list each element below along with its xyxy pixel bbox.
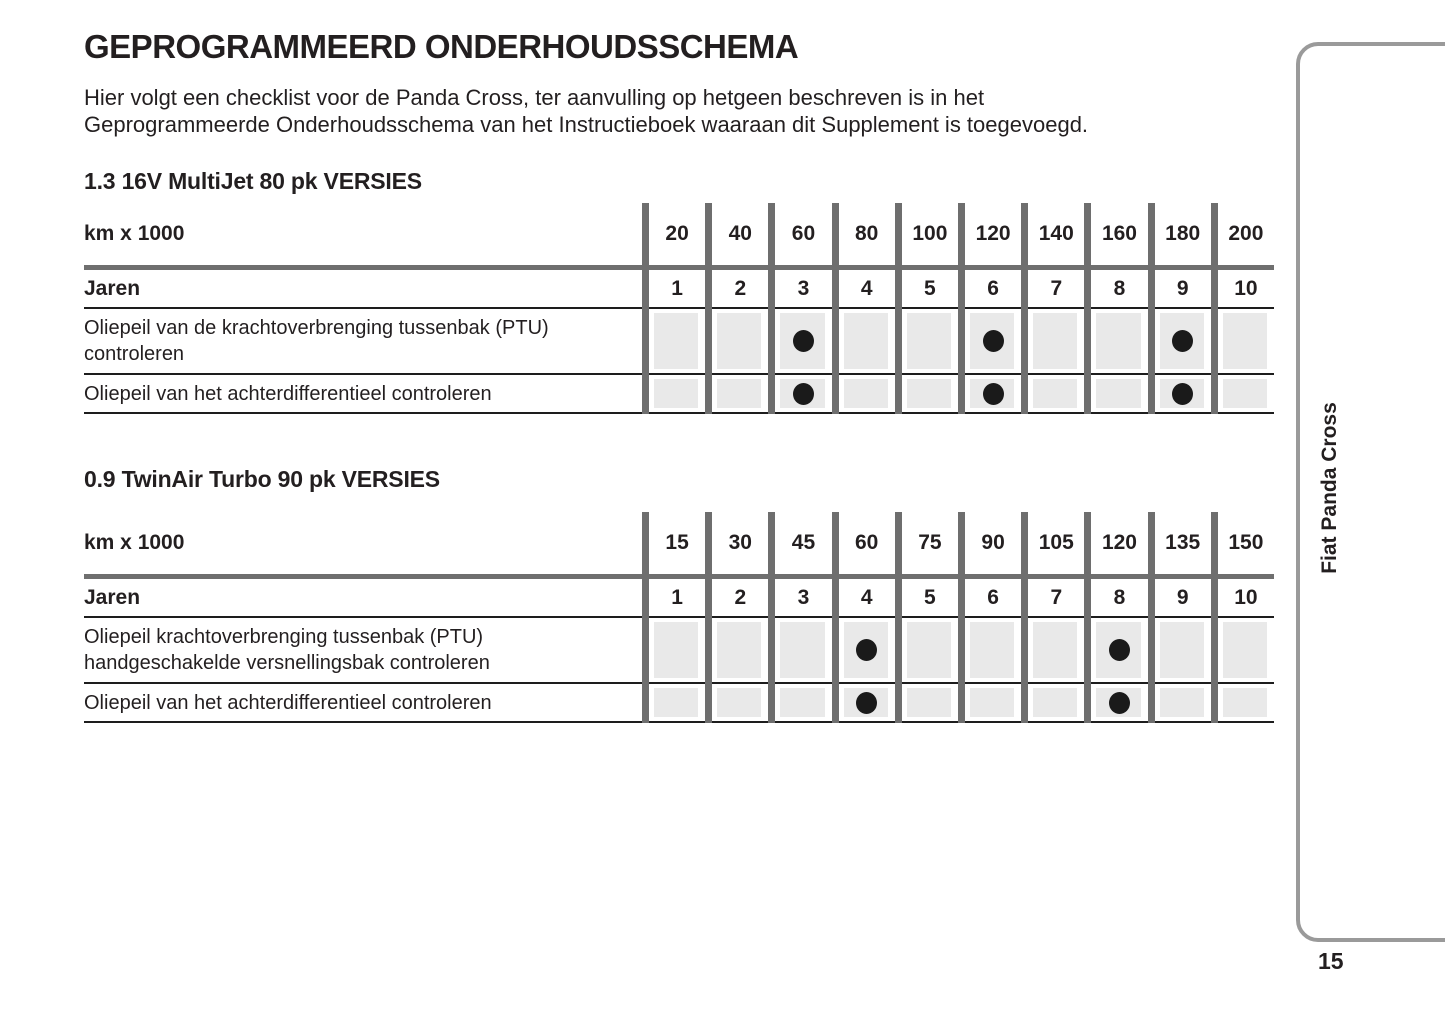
km-value: 80 <box>855 222 879 245</box>
cell-background <box>1096 379 1140 408</box>
maintenance-dot <box>856 692 877 714</box>
row-label <box>84 618 636 682</box>
column-bar <box>1021 203 1028 414</box>
km-value: 40 <box>728 222 752 245</box>
cell-background <box>654 622 698 678</box>
cell-background <box>717 622 761 678</box>
table-divider-thin <box>84 307 1274 309</box>
row-label-line: controleren <box>84 343 185 365</box>
intro-line-2: Geprogrammeerde Onderhoudsschema van het Instructieboek waaraan dit Supplement is toegevoegd. <box>84 112 1089 137</box>
cell-background <box>1033 313 1077 369</box>
maintenance-table-twinair <box>84 512 1274 723</box>
cell-background <box>1223 313 1267 369</box>
cell-background <box>970 622 1014 678</box>
row-label-line: Oliepeil van het achterdifferentieel controleren <box>84 691 492 714</box>
year-value: 10 <box>1234 586 1258 609</box>
km-value: 90 <box>981 531 1005 554</box>
cell-background <box>654 313 698 369</box>
cell-background <box>907 379 951 408</box>
page-number: 15 <box>1318 948 1344 974</box>
km-value: 30 <box>728 531 752 554</box>
year-value: 6 <box>987 586 999 609</box>
cell-background <box>1160 688 1204 717</box>
year-value: 1 <box>671 586 683 609</box>
maintenance-dot <box>983 330 1004 352</box>
table-divider-thin <box>84 616 1274 618</box>
column-bar <box>1084 512 1091 723</box>
column-bar <box>642 512 649 723</box>
column-bar <box>642 203 649 414</box>
km-value: 15 <box>665 531 689 554</box>
table-divider-thin <box>84 682 1274 684</box>
cell-background <box>907 622 951 678</box>
year-value: 2 <box>734 586 747 609</box>
km-value: 160 <box>1101 222 1137 245</box>
intro-line-1: Hier volgt een checklist voor de Panda Cross, ter aanvulling op hetgeen beschreven is in het <box>84 85 985 110</box>
cell-background <box>844 379 888 408</box>
row-label-line: Oliepeil van de krachtoverbrenging tussenbak (PTU) <box>84 317 549 339</box>
row-label <box>84 309 636 373</box>
km-axis-label: km x 1000 <box>84 531 185 554</box>
cell-background <box>907 688 951 717</box>
row-label-line: handgeschakelde versnellingsbak controleren <box>84 652 490 674</box>
km-value: 100 <box>912 222 948 245</box>
cell-background <box>1223 688 1267 717</box>
cell-background <box>1033 379 1077 408</box>
year-value: 10 <box>1234 277 1258 300</box>
year-value: 4 <box>860 277 873 300</box>
cell-background <box>844 313 888 369</box>
sidebar-model-label: Fiat Panda Cross <box>1318 402 1341 574</box>
km-value: 135 <box>1165 531 1201 554</box>
km-value: 140 <box>1038 222 1074 245</box>
cell-background <box>1160 622 1204 678</box>
km-value: 20 <box>665 222 689 245</box>
column-bar <box>832 512 839 723</box>
maintenance-dot <box>1109 639 1130 661</box>
year-value: 4 <box>860 586 873 609</box>
column-bar <box>1148 203 1155 414</box>
year-value: 9 <box>1176 277 1189 300</box>
maintenance-dot <box>983 383 1004 405</box>
km-value: 180 <box>1165 222 1201 245</box>
column-bar <box>895 512 902 723</box>
km-value: 105 <box>1038 531 1074 554</box>
maintenance-dot <box>793 383 814 405</box>
column-bar <box>705 203 712 414</box>
cell-background <box>907 313 951 369</box>
year-value: 6 <box>987 277 999 300</box>
cell-background <box>717 313 761 369</box>
column-bar <box>895 203 902 414</box>
cell-background <box>1096 313 1140 369</box>
column-bar <box>958 203 965 414</box>
cell-background <box>1033 688 1077 717</box>
year-value: 9 <box>1176 586 1189 609</box>
km-value: 150 <box>1228 531 1264 554</box>
year-value: 7 <box>1050 277 1063 300</box>
maintenance-dot <box>793 330 814 352</box>
cell-background <box>1033 622 1077 678</box>
year-value: 1 <box>671 277 683 300</box>
column-bar <box>1211 203 1218 414</box>
cell-background <box>654 688 698 717</box>
cell-background <box>1223 379 1267 408</box>
column-bar <box>768 203 775 414</box>
year-value: 8 <box>1113 586 1126 609</box>
year-value: 5 <box>924 277 936 300</box>
km-value: 120 <box>975 222 1011 245</box>
column-bar <box>705 512 712 723</box>
year-value: 3 <box>797 586 810 609</box>
column-bar <box>958 512 965 723</box>
cell-background <box>780 688 824 717</box>
page-title: GEPROGRAMMEERD ONDERHOUDSSCHEMA <box>84 28 799 65</box>
cell-background <box>717 379 761 408</box>
column-bar <box>1148 512 1155 723</box>
km-value: 60 <box>855 531 879 554</box>
row-label <box>84 375 636 412</box>
km-value: 60 <box>791 222 816 245</box>
cell-background <box>970 688 1014 717</box>
km-value: 45 <box>791 531 816 554</box>
column-bar <box>1211 512 1218 723</box>
year-value: 7 <box>1050 586 1063 609</box>
year-value: 5 <box>924 586 936 609</box>
row-label-line: Oliepeil krachtoverbrenging tussenbak (PTU) <box>84 626 484 648</box>
km-value: 120 <box>1101 531 1137 554</box>
table-divider-thick <box>84 574 1274 579</box>
cell-background <box>780 622 824 678</box>
years-axis-label: Jaren <box>84 586 141 609</box>
column-bar <box>768 512 775 723</box>
km-value: 75 <box>918 531 942 554</box>
cell-background <box>1223 622 1267 678</box>
year-value: 8 <box>1113 277 1126 300</box>
cell-background <box>654 379 698 408</box>
maintenance-dot <box>1172 383 1193 405</box>
table-divider-thin <box>84 373 1274 375</box>
row-label <box>84 684 636 721</box>
table-divider-thin <box>84 412 1274 414</box>
section-title-twinair: 0.9 TwinAir Turbo 90 pk VERSIES <box>84 466 440 492</box>
column-bar <box>1084 203 1091 414</box>
year-value: 3 <box>797 277 810 300</box>
section-title-multijet: 1.3 16V MultiJet 80 pk VERSIES <box>84 168 422 194</box>
row-label-line: Oliepeil van het achterdifferentieel controleren <box>84 382 492 405</box>
column-bar <box>1021 512 1028 723</box>
year-value: 2 <box>734 277 747 300</box>
intro-paragraph <box>84 84 1224 138</box>
maintenance-table-multijet <box>84 203 1274 414</box>
table-divider-thick <box>84 265 1274 270</box>
cell-background <box>717 688 761 717</box>
km-axis-label: km x 1000 <box>84 222 185 245</box>
years-axis-label: Jaren <box>84 277 141 300</box>
table-divider-thin <box>84 721 1274 723</box>
maintenance-dot <box>1109 692 1130 714</box>
column-bar <box>832 203 839 414</box>
km-value: 200 <box>1228 222 1264 245</box>
